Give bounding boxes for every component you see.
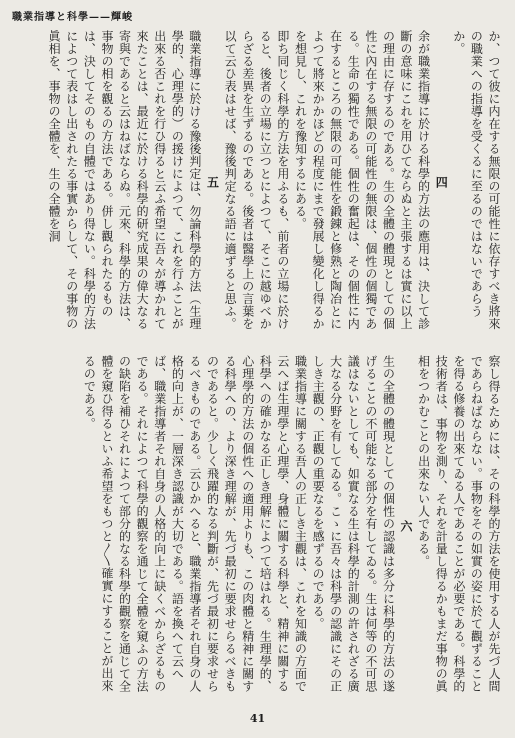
paragraph: 職業指導に關する吾人の正しき主觀は、これを知識の方面で云へば生理學と心理學、身體に關する科學と、精神に關する科學への確かなる正しき理解によつて培はれる。生理學的、心理學的方法の個性への適用よりも、この肉體と精神に關する科學への、より深き理解が、先づ最初に要求せらるべきものであると。少しく飛躍的なる判斷が、先づ最初に要求せらるべきものである。云ひかへると、職業指導者それ自身の人格的向上が、一層深き認識が大切である。語を換へて云へば、職業指導者それ自身の人格的向上に缺くべからざるものである。それによつて科學的觀察を通じて全體を窺ふの方法の缺陷を補ひそれによつて部分的なる科學的觀察を通じて全體を窺ひ得るといふ希望をもつと〳〵確實にすることが出來るのである。	[82, 355, 308, 693]
section-number: 五	[205, 175, 220, 189]
paragraph: 生の全體の體現としての個性の認識は多分に科學的方法の遂げることの不可能なる部分を有してゐる。生は何等の不可思議はないとしても、如實なる生は科學的計測の許されざる廣大なる分野を有してゐる。こゝに吾々は科學の認識にその正しき主觀の、正觀の重要なるを感ずるのである。	[311, 355, 396, 693]
page-number: 41	[249, 712, 266, 725]
paragraph: 察し得るためには、その科學的方法を使用する人が先づ人間であらねばならない。事物をその如實の姿に於て觀ずることを得る修養の出來てゐる人であることが必要である。科學的技術者は、事物を測り、それを計量し得るかもまだ事物の眞相をつかむことの出來ない人である。	[416, 355, 501, 693]
paragraph: 職業指導に於ける豫後判定は、勿論科學的方法（生理學的、心理學的）の援けによつて、これを行ふことが出來る否これを行ひ得ると云ふ希望に吾々が導かれて來たことは、最近に於ける科學的研究成果の偉大なる寄與であると云はねばならぬ。元來、科學的方法は、事物の相を觀るの方法である。併し觀られたるものは、決してそのもの自體ではあり得ない。科學的方法によつて表はし出されたる事實からして、その事物の眞相を、事物の全體を、生の全體を洞	[47, 30, 202, 330]
paragraph: 即ち同じく科學的方法を用ふるも、前者の立場に於けると、後者の立場に立つとによつて、そこに越ゆべからざる差異を生ずるのである。後者は醫學上の言葉を以て云ひ表はせば、豫後判定なる語に適ずると思ふ。	[223, 30, 290, 330]
running-header: 職業指導と科學——輝峻	[12, 12, 133, 23]
lower-text-block	[10, 355, 502, 697]
paragraph: か、つて彼に内在する無限の可能性に依存すべき將來の職業への指導を受くるに至るのではないであらうか。	[451, 30, 501, 330]
section-number: 六	[399, 519, 414, 533]
paragraph: 余が職業指導に於ける科學的方法の應用は、決して診斷の意味にこれを用ひてならぬと主張するは實に以上の理由に存するのである。生の全體の體現としての個性に內在する無限の可能性の無限は、個性の個獨である。生命の獨性である。個性の奮起は、その個性に内在するところの無限の可能性を鍛錬と修熟と陶冶とによつて將來かかほどの程度にまで發展し變化し得るかを想見し、これを豫知するにある。	[293, 30, 431, 330]
section-number: 四	[434, 175, 449, 189]
upper-text-block	[10, 30, 502, 334]
